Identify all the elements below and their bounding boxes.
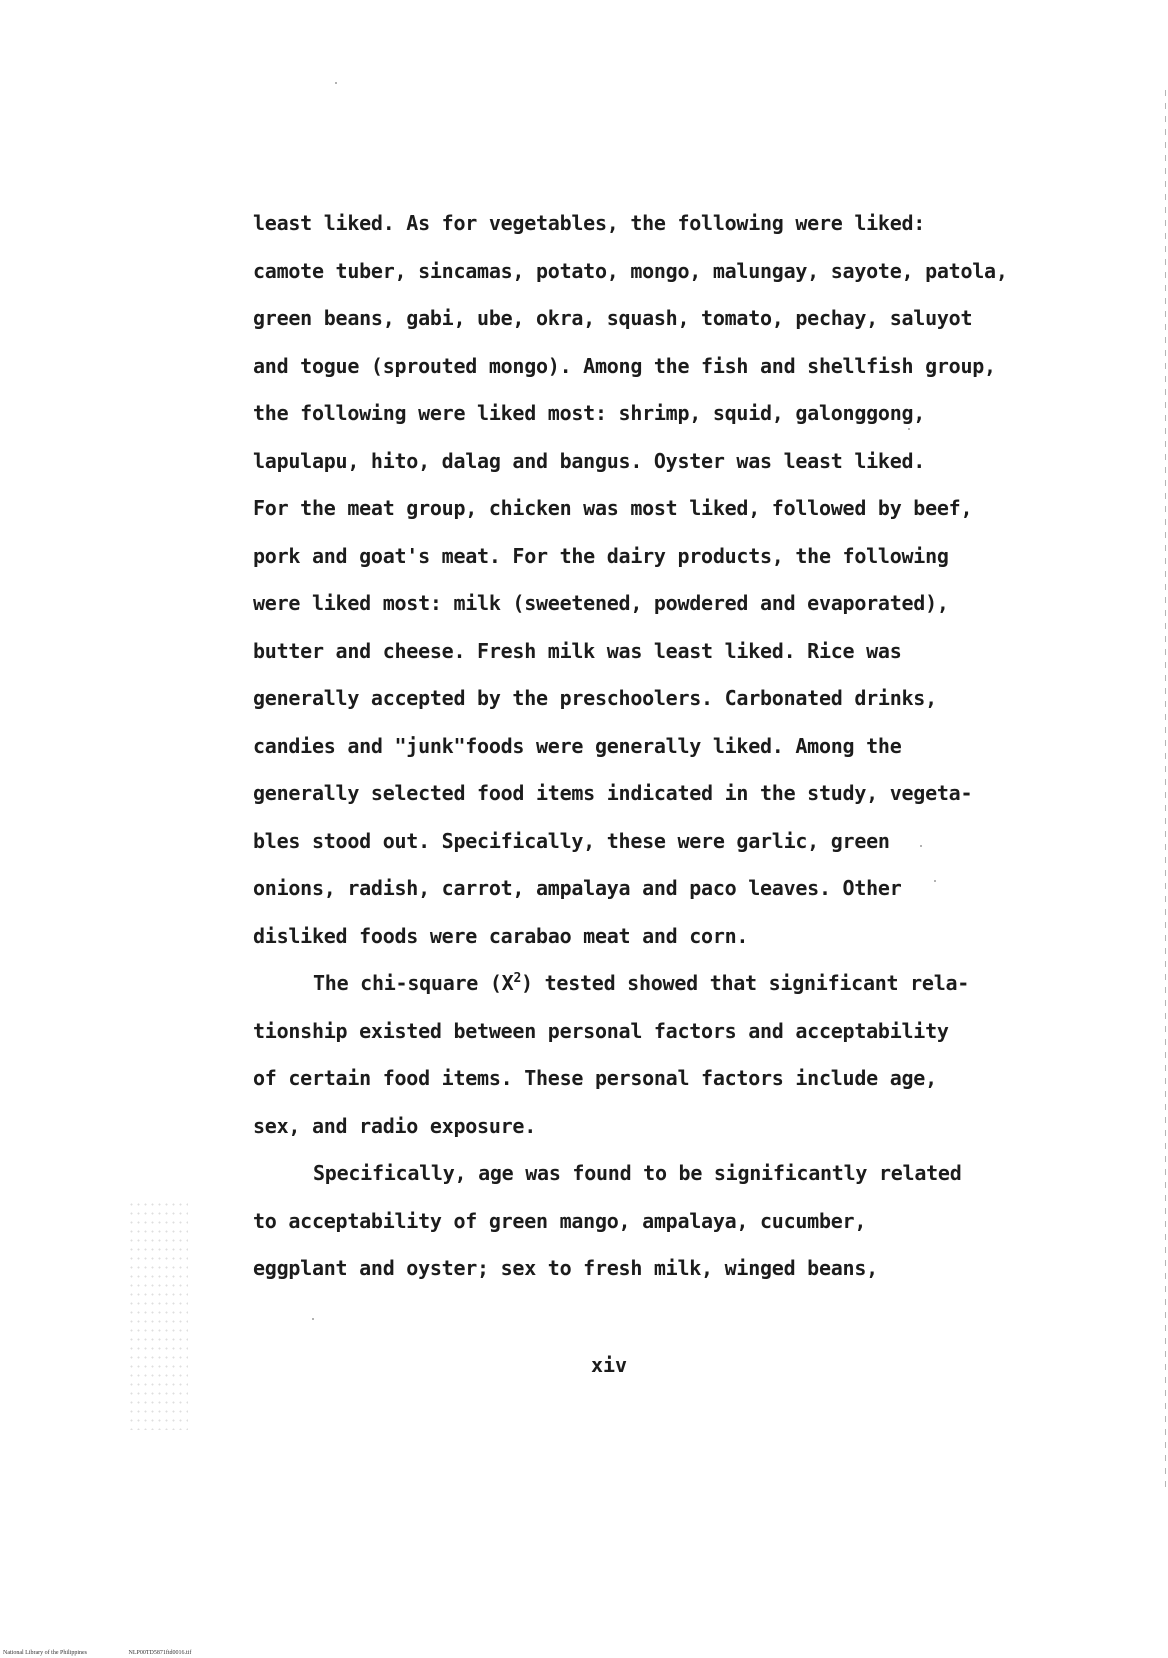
text-line: generally accepted by the preschoolers. Carbonated drinks, bbox=[253, 686, 937, 710]
text-line: camote tuber, sincamas, potato, mongo, malungay, sayote, patola, bbox=[253, 258, 1008, 283]
text-line: Specifically, age was found to be significantly related bbox=[313, 1161, 962, 1185]
text-line: and togue (sprouted mongo). Among the fish and shellfish group, bbox=[253, 353, 996, 378]
page-number: xiv bbox=[590, 1353, 628, 1377]
text-line: sex, and radio exposure. bbox=[253, 1113, 536, 1138]
footer-file-name: NLP00TD5871ftd0016.tif bbox=[128, 1650, 192, 1656]
text-line: lapulapu, hito, dalag and bangus. Oyster was least liked. bbox=[253, 448, 926, 473]
text-line: pork and goat's meat. For the dairy products, the following bbox=[253, 543, 949, 568]
text-line: generally selected food items indicated in the study, vegeta- bbox=[253, 781, 973, 805]
scan-speck bbox=[312, 1318, 314, 1320]
text-line: disliked foods were carabao meat and corn. bbox=[253, 923, 749, 948]
text-line: butter and cheese. Fresh milk was least liked. Rice was bbox=[253, 638, 902, 663]
superscript: 2 bbox=[513, 971, 522, 986]
text-line bbox=[253, 960, 1033, 1008]
text-line-part: The chi-square (X bbox=[313, 971, 514, 995]
scan-footer bbox=[3, 1650, 191, 1656]
text-line: of certain food items. These personal factors include age, bbox=[253, 1066, 937, 1090]
text-line: least liked. As for vegetables, the following were liked: bbox=[253, 211, 926, 235]
scan-speck bbox=[335, 82, 337, 84]
text-line: green beans, gabi, ube, okra, squash, tomato, pechay, saluyot bbox=[253, 306, 973, 330]
body-text bbox=[253, 200, 1033, 1293]
text-line: tionship existed between personal factors and acceptability bbox=[253, 1018, 949, 1043]
text-line-part: ) tested showed that significant rela- bbox=[521, 971, 970, 995]
scan-grain bbox=[128, 1200, 188, 1430]
scan-edge-line bbox=[1165, 90, 1166, 1490]
text-line: eggplant and oyster; sex to fresh milk, winged beans, bbox=[253, 1256, 878, 1280]
text-line: were liked most: milk (sweetened, powdered and evaporated), bbox=[253, 591, 949, 615]
text-line: to acceptability of green mango, ampalaya, cucumber, bbox=[253, 1208, 867, 1233]
text-line: the following were liked most: shrimp, squid, galonggong, bbox=[253, 401, 926, 425]
text-line: onions, radish, carrot, ampalaya and paco leaves. Other bbox=[253, 876, 902, 900]
text-line: candies and "junk"foods were generally liked. Among the bbox=[253, 733, 902, 758]
text-line: bles stood out. Specifically, these were garlic, green bbox=[253, 828, 890, 853]
footer-library: National Library of the Philippines bbox=[3, 1650, 87, 1656]
text-line: For the meat group, chicken was most liked, followed by beef, bbox=[253, 496, 973, 520]
